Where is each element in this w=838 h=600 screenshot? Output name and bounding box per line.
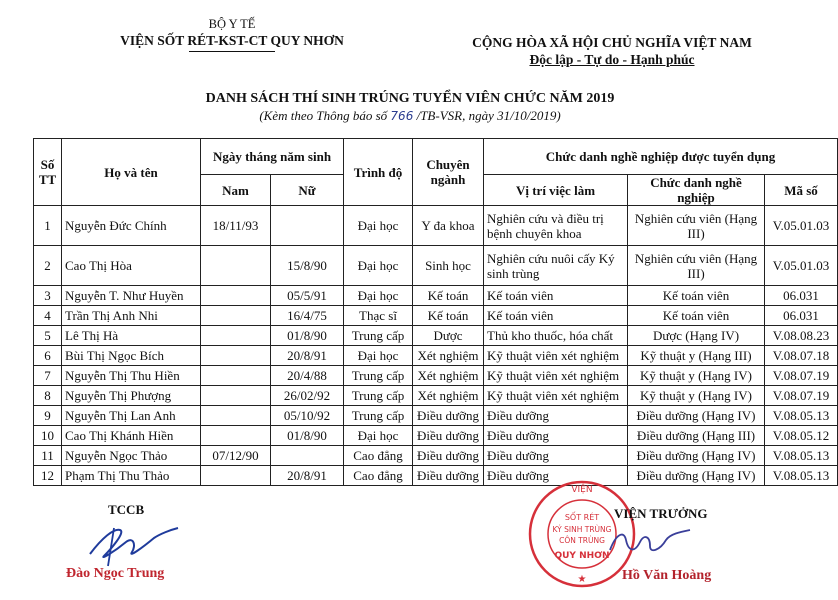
cell-name: Cao Thị Khánh Hiền xyxy=(62,426,201,446)
cell-major: Y đa khoa xyxy=(413,206,484,246)
cell-no: 9 xyxy=(34,406,62,426)
header-job-title: Chức danh nghề nghiệp xyxy=(628,175,765,206)
institute-name: VIỆN SỐT RÉT-KST-CT QUY NHƠN xyxy=(120,33,344,48)
cell-level: Đại học xyxy=(344,286,413,306)
header-title-group: Chức danh nghề nghiệp được tuyển dụng xyxy=(484,139,838,175)
table-row xyxy=(34,326,838,346)
cell-name: Trần Thị Anh Nhi xyxy=(62,306,201,326)
table-row xyxy=(34,346,838,366)
cell-job-title: Kế toán viên xyxy=(628,306,765,326)
right-signer-name: Hồ Văn Hoàng xyxy=(622,568,712,583)
table-row xyxy=(34,206,838,246)
cell-job-title: Kế toán viên xyxy=(628,286,765,306)
cell-name: Nguyễn Thị Thu Hiền xyxy=(62,366,201,386)
table-row xyxy=(34,426,838,446)
cell-name: Nguyễn T. Như Huyền xyxy=(62,286,201,306)
cell-level: Thạc sĩ xyxy=(344,306,413,326)
cell-code: 06.031 xyxy=(765,286,838,306)
table-row xyxy=(34,306,838,326)
stamp-line-2: SỐT RÉT xyxy=(564,513,600,522)
cell-major: Xét nghiệm xyxy=(413,346,484,366)
cell-no: 6 xyxy=(34,346,62,366)
cell-dob-male: 18/11/93 xyxy=(201,206,271,246)
header-female: Nữ xyxy=(271,175,344,206)
subtitle-suffix: /TB-VSR, ngày 31/10/2019) xyxy=(413,108,561,123)
cell-code: 06.031 xyxy=(765,306,838,326)
header-dob: Ngày tháng năm sinh xyxy=(201,139,344,175)
stamp-line-3: KÝ SINH TRÙNG xyxy=(552,525,612,534)
cell-name: Nguyễn Đức Chính xyxy=(62,206,201,246)
cell-major: Điều dưỡng xyxy=(413,446,484,466)
cell-code: V.08.05.13 xyxy=(765,466,838,486)
ministry-name: BỘ Y TẾ xyxy=(208,17,256,31)
cell-dob-female: 05/5/91 xyxy=(271,286,344,306)
cell-code: V.08.07.19 xyxy=(765,366,838,386)
cell-position: Nghiên cứu nuôi cấy Ký sinh trùng xyxy=(484,246,628,286)
cell-dob-male xyxy=(201,426,271,446)
table-body xyxy=(34,206,838,486)
cell-level: Trung cấp xyxy=(344,366,413,386)
cell-dob-female xyxy=(271,206,344,246)
cell-job-title: Điều dưỡng (Hạng IV) xyxy=(628,446,765,466)
cell-name: Phạm Thị Thu Thảo xyxy=(62,466,201,486)
cell-no: 5 xyxy=(34,326,62,346)
cell-major: Sinh học xyxy=(413,246,484,286)
cell-job-title: Điều dưỡng (Hạng IV) xyxy=(628,466,765,486)
table-row xyxy=(34,466,838,486)
document-subtitle xyxy=(0,108,820,124)
cell-position: Nghiên cứu và điều trị bệnh chuyên khoa xyxy=(484,206,628,246)
document-title: DANH SÁCH THÍ SINH TRÚNG TUYỂN VIÊN CHỨC NĂM 2019 xyxy=(205,91,615,106)
cell-position: Điều dưỡng xyxy=(484,466,628,486)
tccb-label: TCCB xyxy=(108,502,145,517)
stamp-line-1: VIỆN xyxy=(571,485,593,495)
header-position: Vị trí việc làm xyxy=(484,175,628,206)
table-row xyxy=(34,446,838,466)
cell-position: Điều dưỡng xyxy=(484,426,628,446)
table-row xyxy=(34,246,838,286)
cell-major: Điều dưỡng xyxy=(413,466,484,486)
cell-job-title: Dược (Hạng IV) xyxy=(628,326,765,346)
cell-no: 10 xyxy=(34,426,62,446)
cell-major: Kế toán xyxy=(413,306,484,326)
cell-job-title: Điều dưỡng (Hạng IV) xyxy=(628,406,765,426)
table-row xyxy=(34,286,838,306)
cell-dob-female: 20/8/91 xyxy=(271,346,344,366)
cell-no: 8 xyxy=(34,386,62,406)
header-no: Số TT xyxy=(34,139,62,206)
cell-code: V.08.05.13 xyxy=(765,406,838,426)
national-header xyxy=(462,34,762,68)
cell-code: V.08.07.19 xyxy=(765,386,838,406)
cell-level: Trung cấp xyxy=(344,326,413,346)
handwritten-notice-number: 766 xyxy=(390,109,414,123)
cell-code: V.05.01.03 xyxy=(765,206,838,246)
stamp-line-5: QUY NHƠN xyxy=(554,551,610,561)
header-underline xyxy=(189,51,275,52)
cell-dob-male xyxy=(201,326,271,346)
cell-no: 7 xyxy=(34,366,62,386)
cell-dob-female: 20/4/88 xyxy=(271,366,344,386)
cell-position: Kỹ thuật viên xét nghiệm xyxy=(484,386,628,406)
cell-code: V.08.05.13 xyxy=(765,446,838,466)
cell-name: Nguyễn Thị Phượng xyxy=(62,386,201,406)
cell-major: Xét nghiệm xyxy=(413,366,484,386)
cell-job-title: Kỹ thuật y (Hạng III) xyxy=(628,346,765,366)
director-label: VIỆN TRƯỞNG xyxy=(614,506,708,521)
cell-level: Trung cấp xyxy=(344,386,413,406)
cell-dob-male xyxy=(201,366,271,386)
cell-dob-male xyxy=(201,386,271,406)
cell-code: V.08.05.12 xyxy=(765,426,838,446)
cell-level: Cao đẳng xyxy=(344,466,413,486)
svg-text:★: ★ xyxy=(577,574,587,585)
cell-dob-female: 15/8/90 xyxy=(271,246,344,286)
cell-dob-male xyxy=(201,346,271,366)
nation-name: CỘNG HÒA XÃ HỘI CHỦ NGHĨA VIỆT NAM xyxy=(472,35,752,50)
cell-code: V.05.01.03 xyxy=(765,246,838,286)
cell-dob-female: 01/8/90 xyxy=(271,326,344,346)
cell-dob-female: 01/8/90 xyxy=(271,426,344,446)
cell-position: Thủ kho thuốc, hóa chất xyxy=(484,326,628,346)
cell-name: Nguyễn Thị Lan Anh xyxy=(62,406,201,426)
left-signature xyxy=(74,516,184,568)
cell-level: Đại học xyxy=(344,206,413,246)
cell-no: 3 xyxy=(34,286,62,306)
cell-job-title: Nghiên cứu viên (Hạng III) xyxy=(628,206,765,246)
table-row xyxy=(34,406,838,426)
cell-dob-female: 05/10/92 xyxy=(271,406,344,426)
cell-dob-female: 20/8/91 xyxy=(271,466,344,486)
cell-level: Đại học xyxy=(344,346,413,366)
cell-position: Kỹ thuật viên xét nghiệm xyxy=(484,366,628,386)
cell-job-title: Điều dưỡng (Hạng III) xyxy=(628,426,765,446)
stamp-line-4: CÔN TRÙNG xyxy=(559,536,605,545)
cell-level: Đại học xyxy=(344,246,413,286)
cell-dob-female: 16/4/75 xyxy=(271,306,344,326)
cell-dob-male: 07/12/90 xyxy=(201,446,271,466)
cell-major: Kế toán xyxy=(413,286,484,306)
cell-major: Dược xyxy=(413,326,484,346)
left-signer-name: Đào Ngọc Trung xyxy=(66,566,165,581)
cell-dob-male xyxy=(201,466,271,486)
header-level: Trình độ xyxy=(344,139,413,206)
cell-job-title: Nghiên cứu viên (Hạng III) xyxy=(628,246,765,286)
cell-major: Điều dưỡng xyxy=(413,406,484,426)
cell-name: Nguyễn Ngọc Thảo xyxy=(62,446,201,466)
cell-no: 11 xyxy=(34,446,62,466)
header-major: Chuyên ngành xyxy=(413,139,484,206)
cell-no: 1 xyxy=(34,206,62,246)
cell-dob-female xyxy=(271,446,344,466)
candidates-table xyxy=(33,138,838,486)
cell-dob-male xyxy=(201,306,271,326)
header-male: Nam xyxy=(201,175,271,206)
cell-job-title: Kỹ thuật y (Hạng IV) xyxy=(628,386,765,406)
cell-level: Đại học xyxy=(344,426,413,446)
cell-dob-male xyxy=(201,246,271,286)
issuer-header xyxy=(92,16,372,52)
cell-no: 2 xyxy=(34,246,62,286)
cell-name: Cao Thị Hòa xyxy=(62,246,201,286)
table-row xyxy=(34,366,838,386)
cell-position: Kế toán viên xyxy=(484,286,628,306)
cell-position: Điều dưỡng xyxy=(484,446,628,466)
cell-level: Trung cấp xyxy=(344,406,413,426)
cell-position: Điều dưỡng xyxy=(484,406,628,426)
cell-dob-male xyxy=(201,406,271,426)
cell-no: 4 xyxy=(34,306,62,326)
cell-dob-female: 26/02/92 xyxy=(271,386,344,406)
table-row xyxy=(34,386,838,406)
cell-code: V.08.07.18 xyxy=(765,346,838,366)
cell-name: Lê Thị Hà xyxy=(62,326,201,346)
subtitle-prefix: (Kèm theo Thông báo số xyxy=(259,108,391,123)
header-name: Họ và tên xyxy=(62,139,201,206)
cell-code: V.08.08.23 xyxy=(765,326,838,346)
cell-job-title: Kỹ thuật y (Hạng IV) xyxy=(628,366,765,386)
right-signature xyxy=(604,520,694,564)
cell-major: Điều dưỡng xyxy=(413,426,484,446)
cell-position: Kế toán viên xyxy=(484,306,628,326)
cell-level: Cao đẳng xyxy=(344,446,413,466)
header-code: Mã số xyxy=(765,175,838,206)
cell-dob-male xyxy=(201,286,271,306)
cell-major: Xét nghiệm xyxy=(413,386,484,406)
cell-name: Bùi Thị Ngọc Bích xyxy=(62,346,201,366)
national-motto: Độc lập - Tự do - Hạnh phúc xyxy=(529,52,695,67)
cell-no: 12 xyxy=(34,466,62,486)
cell-position: Kỹ thuật viên xét nghiệm xyxy=(484,346,628,366)
